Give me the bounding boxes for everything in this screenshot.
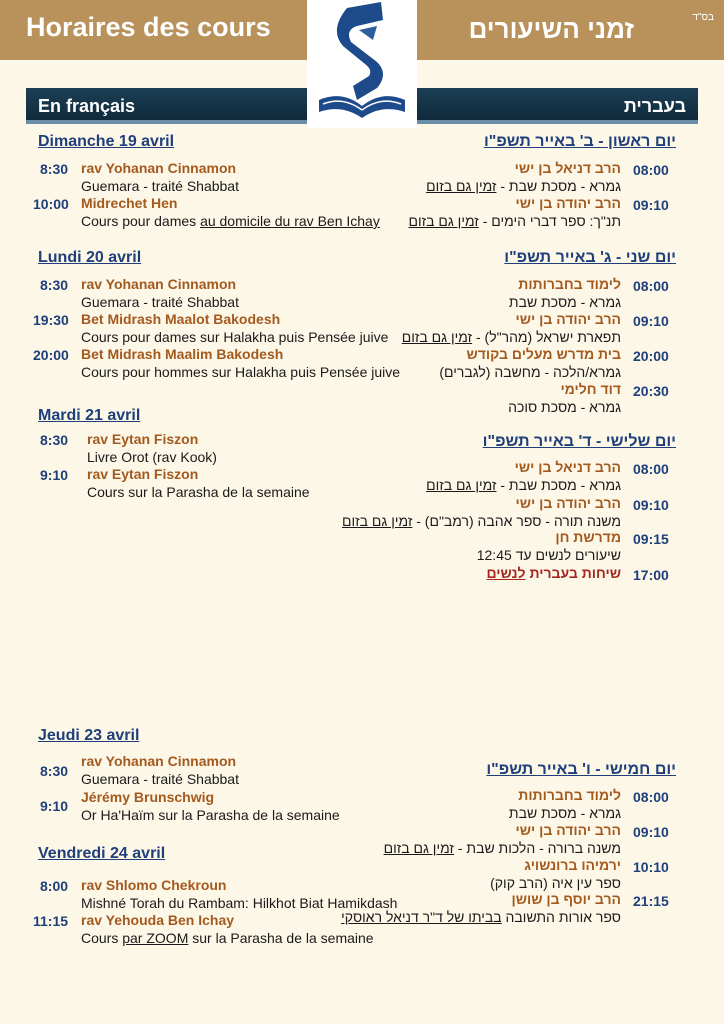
he-day-monday: יום שני - ג' באייר תשפ"ו: [504, 249, 676, 266]
fr-course: Guemara - traité Shabbat: [81, 771, 239, 787]
header-title-he: זמני השיעורים: [468, 14, 634, 44]
he-teacher: שיחות בעברית לנשים: [486, 565, 621, 581]
fr-day-sunday: Dimanche 19 avril: [38, 133, 175, 150]
he-time: 10:10: [633, 859, 669, 875]
he-time: 08:00: [633, 461, 669, 477]
fr-day-tuesday: Mardi 21 avril: [38, 407, 141, 424]
fr-time: 20:00: [33, 347, 69, 363]
he-women-link[interactable]: לנשים: [486, 565, 526, 581]
he-course: משנה ברורה - הלכות שבת - זמין גם בזום: [383, 840, 621, 856]
fr-course: Cours pour hommes sur Halakha puis Pensée juive: [81, 364, 401, 380]
he-time: 08:00: [633, 278, 669, 294]
fr-course: Guemara - traité Shabbat: [81, 178, 239, 194]
fr-course: Cours sur la Parasha de la semaine: [87, 484, 310, 500]
fr-time: 8:00: [40, 878, 69, 894]
fr-course: Guemara - traité Shabbat: [81, 294, 239, 310]
logo: [307, 0, 417, 128]
he-time: 17:00: [633, 567, 669, 583]
he-day-tuesday: יום שלישי - ד' באייר תשפ"ו: [482, 433, 676, 450]
fr-zoom-link[interactable]: par ZOOM: [122, 930, 189, 946]
fr-course: Cours par ZOOM sur la Parasha de la semaine: [81, 930, 374, 946]
fr-course: Livre Orot (rav Kook): [87, 449, 217, 465]
he-day-sunday: יום ראשון - ב' באייר תשפ"ו: [483, 133, 676, 150]
fr-time: 8:30: [40, 161, 69, 177]
fr-teacher: rav Shlomo Chekroun: [81, 877, 227, 893]
fr-time: 9:10: [40, 798, 69, 814]
fr-teacher: rav Yehouda Ben Ichay: [81, 912, 235, 928]
fr-time: 10:00: [33, 196, 69, 212]
fr-time: 11:15: [33, 913, 69, 929]
he-teacher: ירמיהו ברונשויג: [524, 857, 621, 873]
he-teacher: בית מדרש מעלים בקודש: [466, 346, 621, 362]
fr-course: Mishné Torah du Rambam: Hilkhot Biat Hamikdash: [81, 895, 398, 911]
he-zoom-link[interactable]: זמין גם בזום: [401, 329, 473, 345]
he-day-thursday: יום חמישי - ו' באייר תשפ"ו: [486, 761, 676, 778]
fr-time: 8:30: [40, 277, 69, 293]
fr-time: 8:30: [40, 432, 69, 448]
he-zoom-link[interactable]: זמין גם בזום: [383, 840, 454, 856]
he-teacher: הרב יוסף בן שושן: [511, 891, 621, 907]
fr-day-monday: Lundi 20 avril: [38, 249, 142, 266]
lang-label-he: בעברית: [623, 96, 686, 116]
he-course: ספר אורות התשובה בביתו של ד"ר דניאל ראוסקי: [341, 909, 621, 925]
he-teacher: מדרשת חן: [555, 529, 621, 545]
he-teacher: הרב יהודה בן ישי: [515, 311, 621, 327]
fr-time: 8:30: [40, 763, 69, 779]
he-course: תפארת ישראל (מהר"ל) - זמין גם בזום: [401, 329, 621, 345]
fr-location-link[interactable]: au domicile du rav Ben Ichay: [200, 213, 380, 229]
header-title-fr: Horaires des cours: [26, 12, 271, 42]
fr-teacher: rav Yohanan Cinnamon: [81, 276, 237, 292]
logo-icon: [307, 0, 417, 128]
he-time: 09:10: [633, 824, 669, 840]
he-course: גמרא/הלכה - מחשבה (לגברים): [439, 364, 621, 380]
fr-day-friday: Vendredi 24 avril: [38, 845, 166, 862]
fr-teacher: Bet Midrash Maalim Bakodesh: [81, 346, 284, 362]
he-course: גמרא - מסכת שבת - זמין גם בזום: [426, 477, 621, 493]
he-course: משנה תורה - ספר אהבה (רמב"ם) - זמין גם בזום: [341, 513, 621, 529]
fr-teacher: Midrechet Hen: [81, 195, 178, 211]
he-zoom-link[interactable]: זמין גם בזום: [426, 477, 497, 493]
fr-teacher: rav Eytan Fiszon: [87, 431, 199, 447]
he-time: 08:00: [633, 162, 669, 178]
fr-teacher: rav Yohanan Cinnamon: [81, 753, 237, 769]
he-course: גמרא - מסכת סוכה: [508, 399, 621, 415]
fr-time: 19:30: [33, 312, 69, 328]
fr-course: Or Ha'Haïm sur la Parasha de la semaine: [81, 807, 340, 823]
fr-teacher: rav Eytan Fiszon: [87, 466, 199, 482]
he-time: 20:30: [633, 383, 669, 399]
fr-teacher: Bet Midrash Maalot Bakodesh: [81, 311, 281, 327]
he-course: ספר עין איה (הרב קוק): [490, 875, 621, 891]
he-time: 09:10: [633, 197, 669, 213]
he-course: גמרא - מסכת שבת - זמין גם בזום: [426, 178, 621, 194]
he-course: תנ"ך: ספר דברי הימים - זמין גם בזום: [408, 213, 621, 229]
fr-teacher: rav Yohanan Cinnamon: [81, 160, 237, 176]
he-time: 08:00: [633, 789, 669, 805]
he-teacher: דוד חלימי: [560, 381, 621, 397]
bsd-mark: בס"ד: [692, 12, 714, 23]
he-time: 20:00: [633, 348, 669, 364]
he-location-link[interactable]: בביתו של ד"ר דניאל ראוסקי: [341, 909, 502, 925]
he-time: 09:10: [633, 497, 669, 513]
fr-day-thursday: Jeudi 23 avril: [38, 727, 140, 744]
he-time: 09:15: [633, 531, 669, 547]
he-teacher: לימוד בחברותות: [518, 276, 621, 292]
he-course: גמרא - מסכת שבת: [508, 294, 621, 310]
fr-time: 9:10: [40, 467, 69, 483]
he-teacher: לימוד בחברותות: [518, 787, 621, 803]
lang-label-fr: En français: [38, 96, 136, 116]
he-course: שיעורים לנשים עד 12:45: [476, 547, 621, 563]
he-teacher: הרב יהודה בן ישי: [515, 495, 621, 511]
he-course: גמרא - מסכת שבת: [508, 805, 621, 821]
he-teacher: הרב יהודה בן ישי: [515, 822, 621, 838]
fr-course: Cours pour dames sur Halakha puis Pensée juive: [81, 329, 389, 345]
he-teacher: הרב יהודה בן ישי: [515, 195, 621, 211]
he-teacher: הרב דניאל בן ישי: [514, 160, 621, 176]
he-time: 21:15: [633, 893, 669, 909]
he-zoom-link[interactable]: זמין גם בזום: [341, 513, 413, 529]
he-zoom-link[interactable]: זמין גם בזום: [408, 213, 479, 229]
he-time: 09:10: [633, 313, 669, 329]
fr-teacher: Jérémy Brunschwig: [81, 789, 215, 805]
he-teacher: הרב דניאל בן ישי: [514, 459, 621, 475]
he-zoom-link[interactable]: זמין גם בזום: [426, 178, 497, 194]
fr-course: Cours pour dames au domicile du rav Ben Ichay: [81, 213, 380, 229]
